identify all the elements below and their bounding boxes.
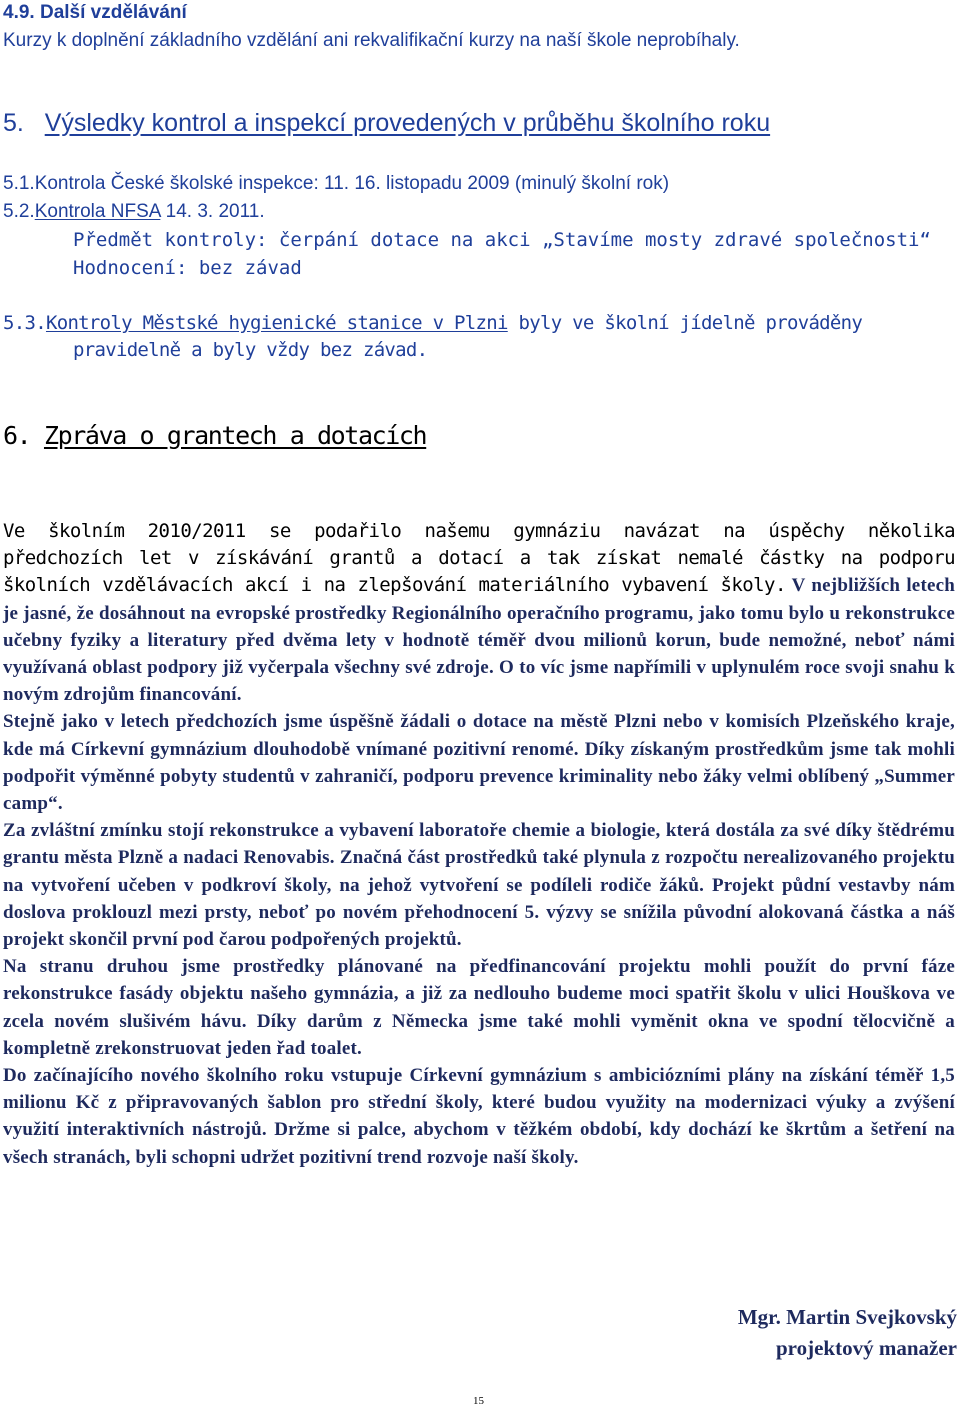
section-6-number: 6. (3, 421, 31, 450)
paragraph-2: Stejně jako v letech předchozích jsme úspěšně žádali o dotace na městě Plzni nebo v komisích Plzeňského kraje, kde má Církevní gymnázium dlouhodobě vnímané pozitivní renomé. Díky získaným prostředkům jsme tak mohli podpořit výměnné pobyty studentů v zahraničí, podporu prevence kriminality nebo žáky velmi oblíbený „Summer camp“. (3, 711, 955, 815)
section-5-2-rating: Hodnocení: bez závad (73, 257, 302, 279)
section-5-title: Výsledky kontrol a inspekcí provedených v průběhu školního roku (44, 109, 771, 137)
paragraph-1-intro: Ve školním 2010/2011 se podařilo našemu gymnáziu navázat na úspěchy několika předchozích let v získávání grantů a dotací a tak získat nemalé částky na podporu školních vzdělávacích akcí i na zlepšování materiálního vybavení školy. (3, 520, 955, 597)
section-5-number: 5. (3, 109, 24, 137)
section-5-1-item: 5.1.Kontrola České školské inspekce: 11. 16. listopadu 2009 (minulý školní rok) (3, 173, 670, 194)
section-4-9-text: Kurzy k doplnění základního vzdělání ani rekvalifikační kurzy na naší škole neprobíhaly. (3, 30, 740, 51)
section-5-heading (3, 109, 770, 138)
section-5-3-prefix: 5.3. (3, 312, 46, 334)
paragraph-5: Do začínajícího nového školního roku vstupuje Církevní gymnázium s ambiciózními plány na získání téměř 1,5 milionu Kč z připravovaných šablon pro střední školy, které budou využity na modernizaci výuky a zvýšení využití interaktivních nástrojů. Držme si palce, abychom v těžkém období, kdy dochází ke škrtům a šetření na všech stranách, byli schopni udržet pozitivní trend rozvoje naší školy. (3, 1065, 955, 1168)
page-number: 15 (473, 1395, 484, 1407)
section-5-3-continuation: pravidelně a byly vždy bez závad. (73, 339, 428, 361)
section-5-3-underlined: Kontroly Městské hygienické stanice v Plzni (45, 312, 508, 334)
signature-name: Mgr. Martin Svejkovský (737, 1305, 957, 1329)
section-5-2-underlined: Kontrola NFSA (34, 201, 161, 222)
paragraph-1-rest: V nejbližších letech je jasné, že dosáhnout na evropské prostředky Regionálního operačního programu, jako tomu bylo u rekonstrukce učebny fyziky a literatury před dvěma lety v hodnotě téměř dvou milionů korun, bude nemožné, neboť námi využívaná oblast podpory již vyčerpala všechny své zdroje. O to víc jsme napřímili v uplynulém roce svoji snahu k novým zdrojům financování. (3, 575, 956, 706)
section-6-title: Zpráva o grantech a dotacích (43, 421, 427, 450)
section-5-2-suffix: 14. 3. 2011. (160, 201, 265, 222)
section-5-2-item (3, 201, 265, 223)
paragraph-3: Za zvláštní zmínku stojí rekonstrukce a vybavení laboratoře chemie a biologie, která dostála za své díky štědrému grantu města Plzně a nadaci Renovabis. Značná část prostředků také plynula z rozpočtu nerealizovaného projektu na vytvoření učeben v podkroví školy, na jehož vytvoření se podíleli rodiče žáků. Projekt půdní vestavby nám doslova proklouzl mezi prsty, neboť po novém přehodnocení 5. výzvy se snížila původní alokovaná částka a náš projekt skončil první pod čarou podpořených projektů. (3, 820, 955, 951)
paragraph-4: Na stranu druhou jsme prostředky plánované na předfinancování projektu mohli použít do první fáze rekonstrukce fasády objektu našeho gymnázia, a již za nedlouho budeme moci spatřit školu v ulici Houškova ve zcela novém slušivém hávu. Díky darům z Německa jsme také mohli vyměnit okna ve spodní tělocvičně a kompletně zrekonstruovat jeden řad toalet. (3, 956, 955, 1059)
section-6-heading (3, 421, 426, 450)
section-5-2-prefix: 5.2. (3, 201, 35, 222)
section-5-3-item (3, 312, 862, 334)
section-5-3-suffix: byly ve školní jídelně prováděny (507, 312, 863, 334)
signature-role: projektový manažer (776, 1336, 957, 1360)
section-4-9-heading: 4.9. Další vzdělávání (3, 2, 187, 23)
section-6-body (3, 518, 955, 1171)
section-5-2-subject: Předmět kontroly: čerpání dotace na akci „Stavíme mosty zdravé společnosti“ (73, 229, 931, 251)
